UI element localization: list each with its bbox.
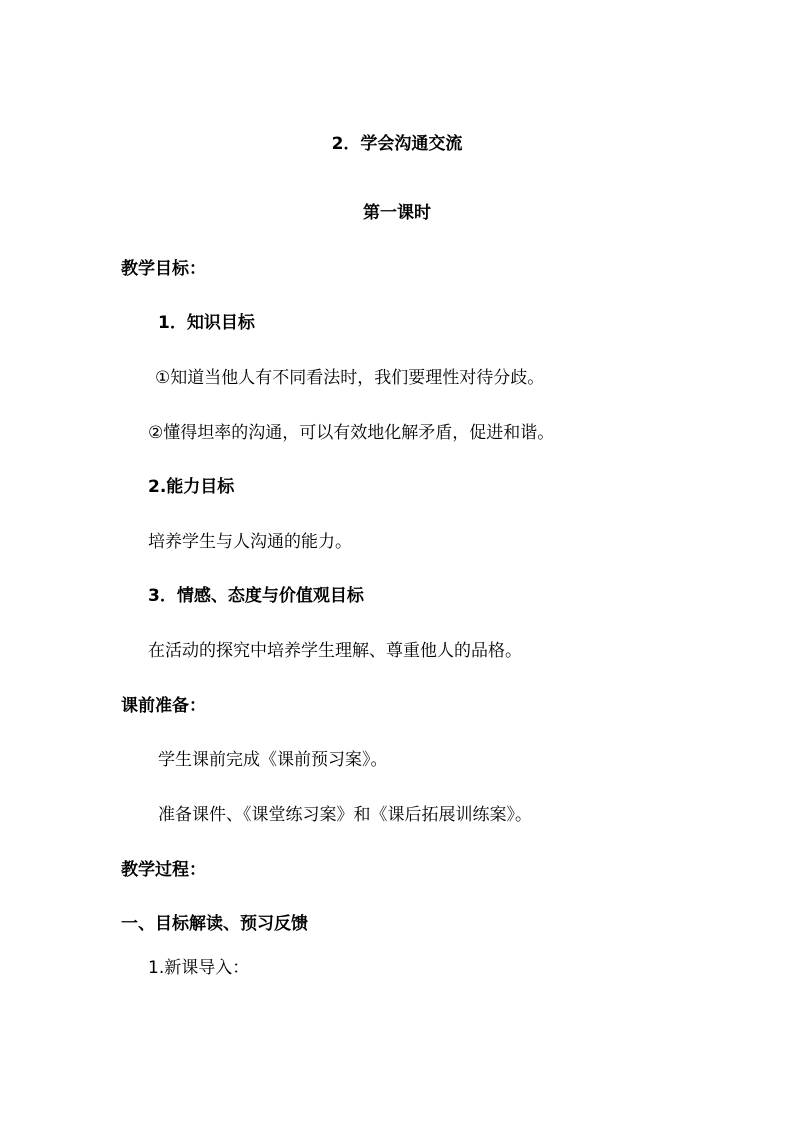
- lesson-subtitle: 第一课时: [363, 203, 431, 223]
- process-part-1-item-1: 1.新课导入：: [148, 958, 250, 978]
- document-title: 2．学会沟通交流: [331, 134, 463, 154]
- ability-goal-heading: 2.能力目标: [148, 477, 235, 497]
- process-part-1-heading: 一、目标解读、预习反馈: [121, 914, 308, 934]
- emotion-goal-heading: 3．情感、态度与价值观目标: [148, 586, 364, 606]
- preparation-item-2: 准备课件、《课堂练习案》和《课后拓展训练案》。: [158, 805, 532, 825]
- preparation-heading: 课前准备：: [121, 696, 206, 716]
- knowledge-goal-item-1: ①知道当他人有不同看法时，我们要理性对待分歧。: [155, 368, 545, 388]
- emotion-goal-item-1: 在活动的探究中培养学生理解、尊重他人的品格。: [148, 641, 522, 661]
- goals-heading: 教学目标：: [121, 259, 206, 279]
- process-heading: 教学过程：: [121, 860, 206, 880]
- preparation-item-1: 学生课前完成《课前预习案》。: [158, 750, 388, 770]
- knowledge-goal-heading: 1．知识目标: [158, 313, 255, 333]
- ability-goal-item-1: 培养学生与人沟通的能力。: [148, 532, 352, 552]
- knowledge-goal-item-2: ②懂得坦率的沟通，可以有效地化解矛盾，促进和谐。: [148, 423, 555, 443]
